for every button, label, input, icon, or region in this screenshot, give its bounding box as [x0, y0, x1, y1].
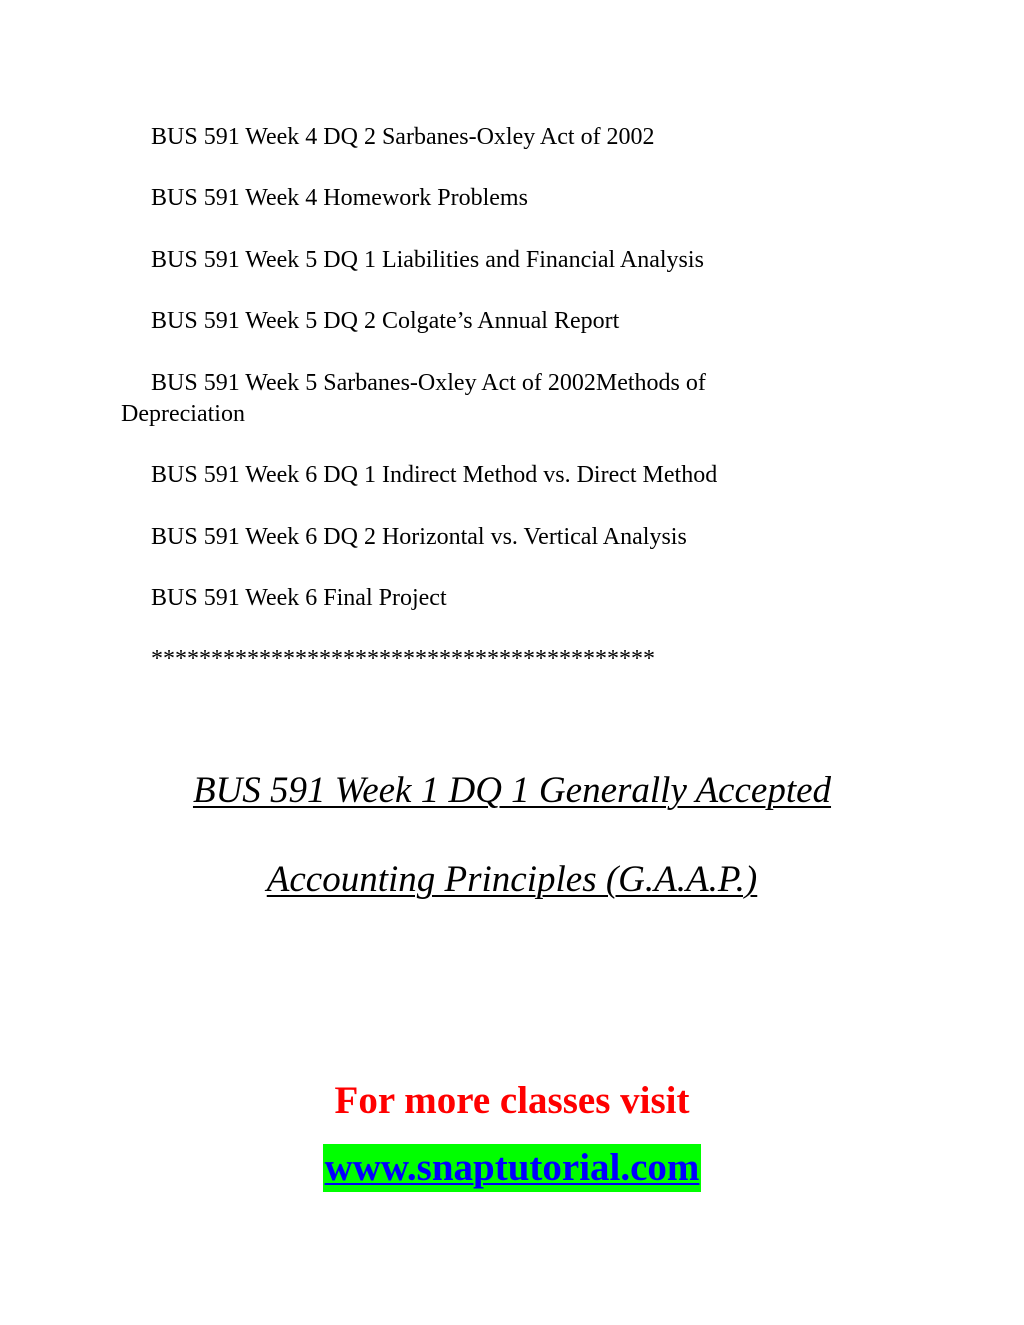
separator-text: ******************************************: [151, 646, 655, 672]
course-list-item: [121, 245, 901, 276]
course-list-item-text: BUS 591 Week 5 DQ 1 Liabilities and Financial Analysis: [151, 247, 704, 273]
course-list-item: [121, 583, 901, 614]
course-list-item: [121, 183, 901, 214]
course-list-item-text: BUS 591 Week 6 DQ 2 Horizontal vs. Vertical Analysis: [151, 524, 687, 550]
course-list-item-text: BUS 591 Week 5 DQ 2 Colgate’s Annual Report: [151, 308, 620, 334]
course-list-item-text: BUS 591 Week 6 Final Project: [151, 585, 447, 611]
course-list-item-text: BUS 591 Week 6 DQ 1 Indirect Method vs. Direct Method: [151, 462, 718, 488]
promo-text: For more classes visit: [334, 1079, 690, 1122]
separator: [121, 644, 901, 675]
course-list-item: [121, 306, 901, 337]
course-list-item: [121, 522, 901, 553]
promo-link-container: [0, 1144, 1024, 1192]
course-list-item-text: BUS 591 Week 4 DQ 2 Sarbanes-Oxley Act of 2002: [151, 124, 655, 150]
course-list-item-text: BUS 591 Week 4 Homework Problems: [151, 185, 528, 211]
course-list-item: BUS 591 Week 5 Sarbanes-Oxley Act of 2002Methods of Depreciation: [121, 370, 706, 427]
snaptutorial-link[interactable]: www.snaptutorial.com: [323, 1144, 702, 1192]
section-heading-line-2: Accounting Principles (G.A.A.P.): [266, 859, 758, 900]
section-heading-line-1: BUS 591 Week 1 DQ 1 Generally Accepted: [192, 770, 832, 811]
course-list-item: [121, 460, 901, 491]
course-list-item: [121, 122, 901, 153]
